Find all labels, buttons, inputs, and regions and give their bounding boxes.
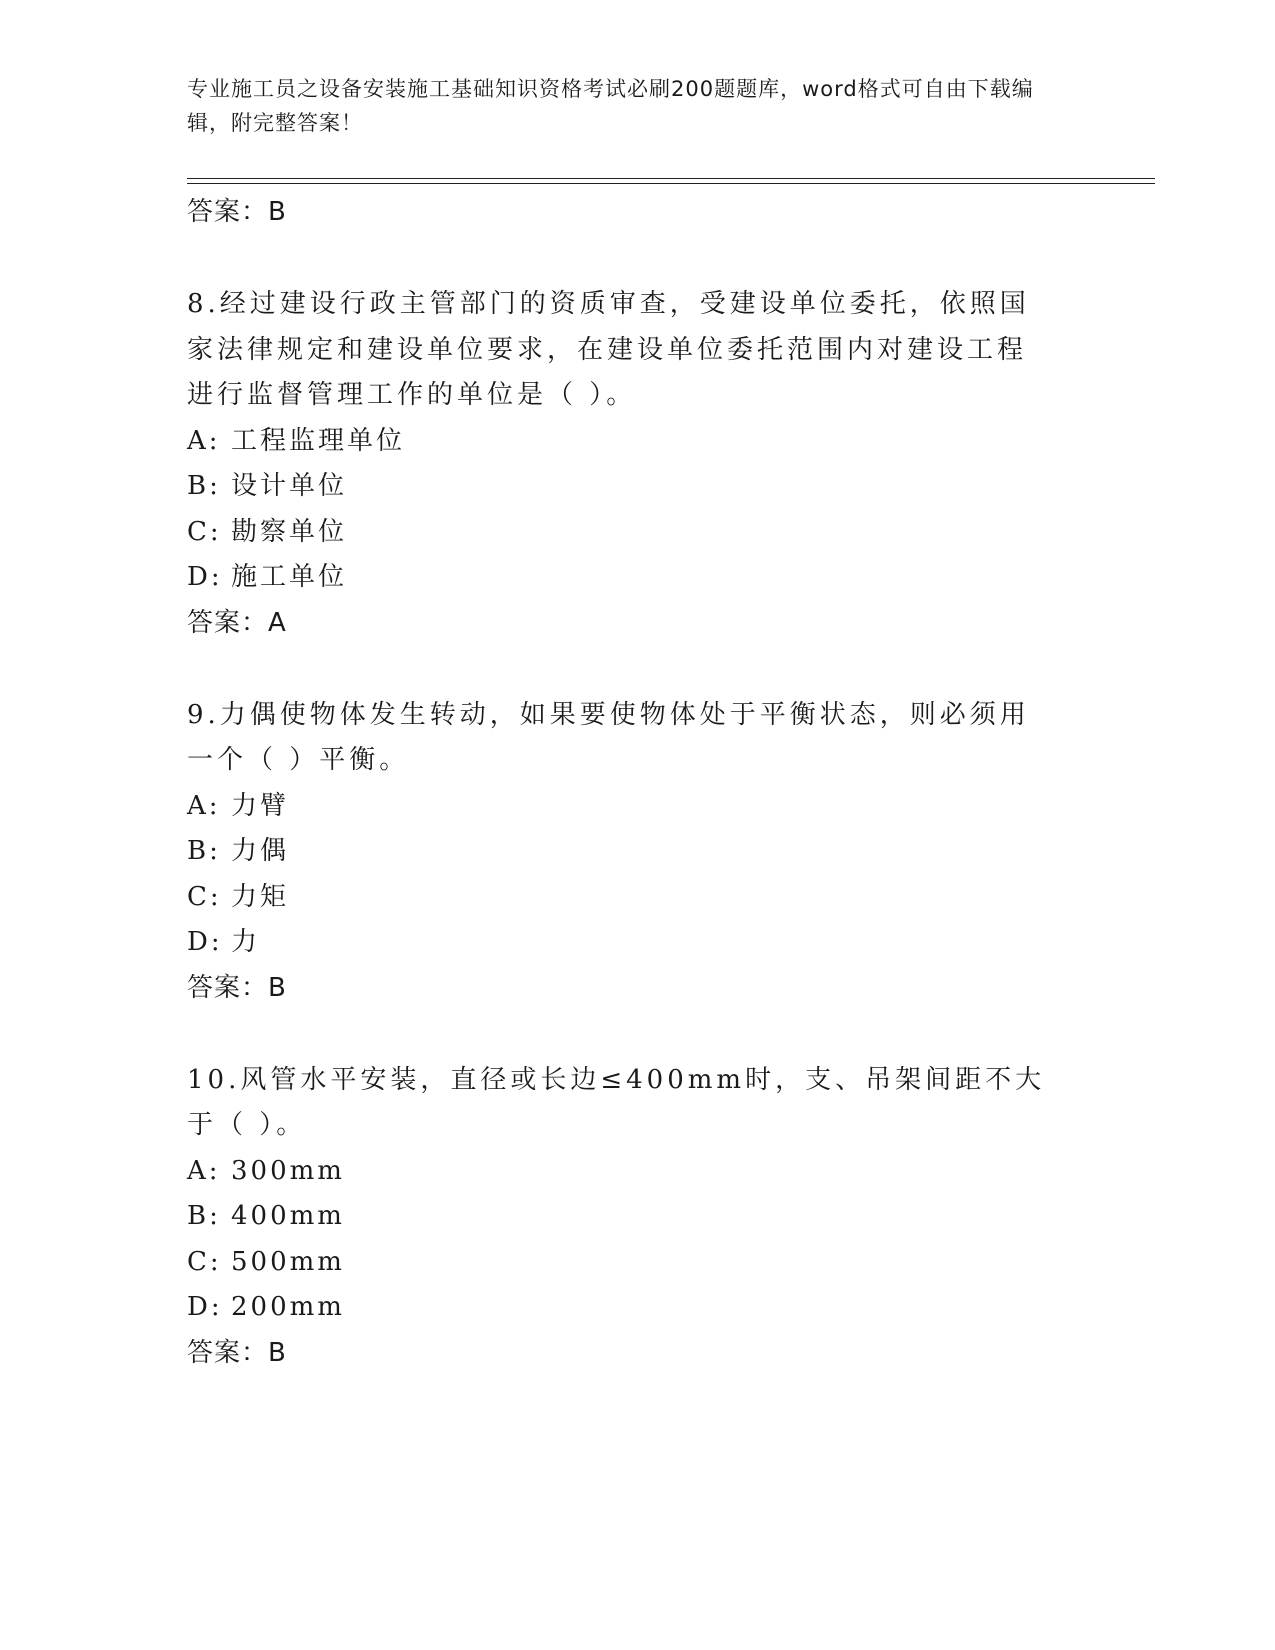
- question-text: 10.风管水平安装，直径或长边≤400mm时，支、吊架间距不大于（ ）。: [187, 1064, 1046, 1140]
- header-divider-bottom: [187, 183, 1155, 184]
- option-letter: A:: [187, 1155, 221, 1186]
- question-block-9: [187, 693, 1087, 1010]
- question-block-8: [187, 282, 1087, 645]
- answer-line: 答案：B: [187, 197, 287, 227]
- option-d: [187, 555, 1087, 601]
- option-text: 力矩: [231, 881, 290, 912]
- option-text: 力偶: [231, 836, 290, 866]
- option-text: 200mm: [231, 1292, 345, 1322]
- option-b: [187, 1194, 1087, 1240]
- option-a: [187, 419, 1087, 465]
- option-text: 工程监理单位: [231, 425, 406, 456]
- option-c: [187, 875, 1087, 921]
- option-letter: D:: [187, 562, 223, 592]
- header-divider-top: [187, 178, 1155, 179]
- question-text: 9.力偶使物体发生转动，如果要使物体处于平衡状态，则必须用一个（ ）平衡。: [187, 699, 1030, 775]
- option-letter: B:: [187, 471, 221, 501]
- option-letter: C:: [187, 516, 222, 547]
- answer-line: 答案：B: [187, 1337, 287, 1368]
- option-letter: C:: [187, 881, 222, 912]
- answer-line: 答案：A: [187, 607, 287, 638]
- option-c: [187, 1240, 1087, 1286]
- question-text: 8.经过建设行政主管部门的资质审查，受建设单位委托，依照国家法律规定和建设单位要求，在建设单位委托范围内对建设工程进行监督管理工作的单位是（ ）。: [187, 289, 1030, 410]
- option-text: 设计单位: [231, 471, 348, 501]
- option-text: 300mm: [231, 1155, 345, 1186]
- option-d: [187, 920, 1087, 966]
- option-text: 力: [231, 927, 261, 957]
- option-text: 施工单位: [231, 562, 348, 592]
- option-letter: C:: [187, 1246, 222, 1277]
- option-letter: D:: [187, 1292, 223, 1322]
- option-letter: B:: [187, 836, 221, 866]
- option-text: 500mm: [231, 1246, 345, 1277]
- question-block-10: [187, 1058, 1087, 1375]
- option-a: [187, 784, 1087, 830]
- option-text: 勘察单位: [231, 516, 348, 547]
- option-letter: B:: [187, 1201, 221, 1231]
- document-header: 专业施工员之设备安装施工基础知识资格考试必刷200题题库，word格式可自由下载编辑，附完整答案！: [187, 77, 1034, 135]
- answer-line: 答案：B: [187, 972, 287, 1003]
- option-c: [187, 510, 1087, 556]
- option-letter: D:: [187, 927, 223, 957]
- option-b: [187, 464, 1087, 510]
- option-a: [187, 1149, 1087, 1195]
- question-content: [187, 190, 1087, 1375]
- option-text: 400mm: [231, 1201, 345, 1231]
- option-letter: A:: [187, 790, 221, 821]
- option-text: 力臂: [231, 790, 290, 821]
- option-b: [187, 829, 1087, 875]
- option-letter: A:: [187, 425, 221, 456]
- option-d: [187, 1285, 1087, 1331]
